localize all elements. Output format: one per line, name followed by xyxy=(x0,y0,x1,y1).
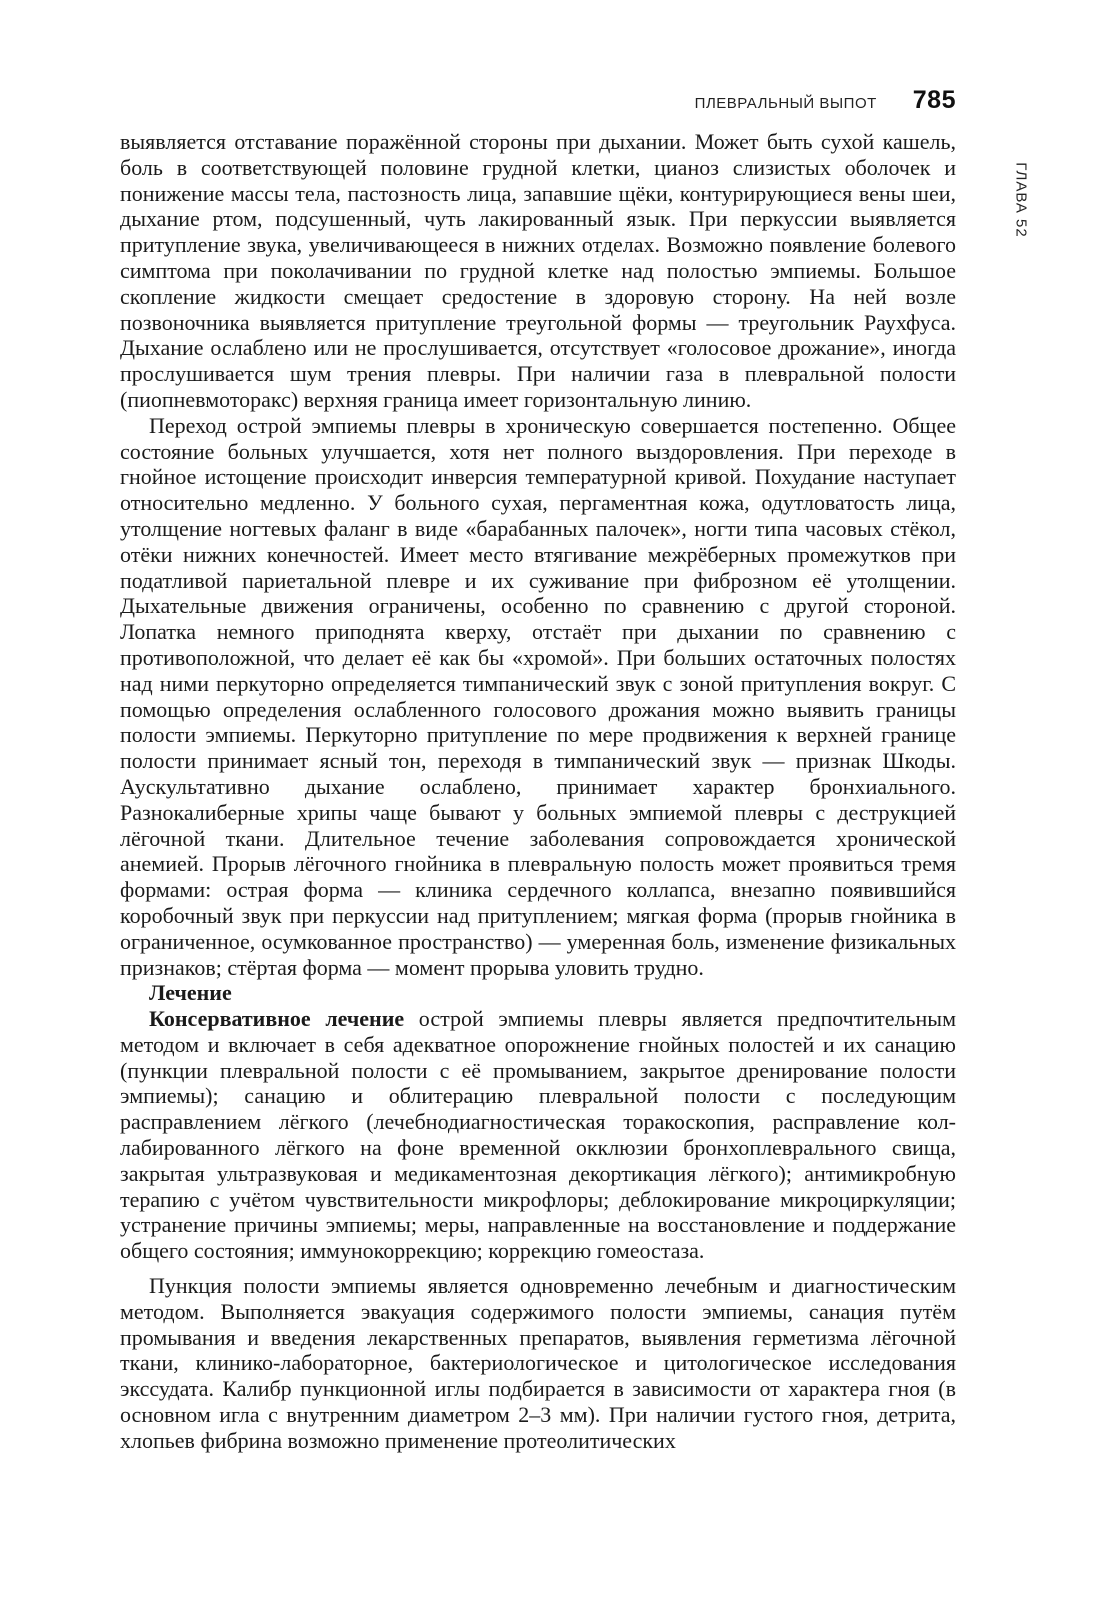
paragraph-4: Пункция полости эмпиемы является одновременно лечебным и диагностическим методом. Выполняется эвакуация содержимого полости эмпиемы, санация путём промывания и введения лекарственных препаратов, выявления герметизма лёгочной ткани, клинико-лабораторное, бактериологическое и цитологическое исследования экссудата. Калибр пункционной иглы подбирается в зависимости от характера гноя (в основном игла с внутренним диаметром 2–3 мм). При наличии густого гноя, детрита, хлопьев фибрина возможно применение протеолитических xyxy=(120,1273,956,1453)
page-number: 785 xyxy=(912,86,956,114)
paragraph-3-text: острой эмпиемы плевры является предпочтительным методом и включает в себя адекватное опорожнение гнойных полостей и их санацию (пункции плевральной полости с её промыванием, закрытое дренирование полости эмпиемы); санацию и облитерацию плевральной полости с последующим расправлением лёгкого (лечебнодиагностическая торакоскопия, расправление коллабированного лёгкого на фоне временной окклюзии бронхоплеврального свища, закрытая ультразвуковая и медикаментозная декортикация лёгкого); антимикробную терапию с учётом чувствительности микрофлоры; деблокирование микроциркуляции; устранение причины эмпиемы; меры, направленные на восстановление и поддержание общего состояния; иммунокоррекцию; коррекцию гомеостаза. xyxy=(120,1006,956,1264)
paragraph-3 xyxy=(120,1006,956,1264)
body-text xyxy=(120,129,956,1454)
running-head xyxy=(600,86,956,115)
heading-treatment: Лечение xyxy=(149,980,232,1006)
chapter-side-tab: ГЛАВА 52 xyxy=(1012,162,1030,238)
paragraph-1: выявляется отставание поражённой стороны при дыхании. Может быть сухой кашель, боль в соответствующей половине грудной клетки, цианоз слизистых оболочек и понижение массы тела, пастозность лица, запавшие щёки, контурирующиеся вены шеи, дыхание ртом, подсушенный, чуть лакированный язык. При перкуссии выявляется притупление звука, увеличивающееся в нижних отделах. Возможно появление болевого симптома при поколачивании по грудной клетке над полостью эмпиемы. Большое скопление жидкости смещает средостение в здоровую сторону. На ней возле позвоночника выявляется притупление треугольной формы — треугольник Раухфуса. Дыхание ослаблено или не прослушивается, отсутствует «голосовое дрожание», иногда прослушивается шум трения плевры. При наличии газа в плевральной полости (пиопневмоторакс) верхняя граница имеет горизонтальную линию. xyxy=(120,129,956,412)
section-title: ПЛЕВРАЛЬНЫЙ ВЫПОТ xyxy=(694,95,877,112)
paragraph-3-lead: Консервативное лечение xyxy=(149,1006,405,1032)
paragraph-2: Переход острой эмпиемы плевры в хроническую совершается постепенно. Общее состояние больных улучшается, хотя нет полного выздоровления. При переходе в гнойное истощение происходит инверсия температурной кривой. Похудание наступает относительно медленно. У больного сухая, пергаментная кожа, одутловатость лица, утолщение ногтевых фаланг в виде «барабанных палочек», ногти типа часовых стёкол, отёки нижних конечностей. Имеет место втягивание межрёберных промежутков при податливой париетальной плевре и их суживание при фиброзном её утолщении. Дыхательные движения ограничены, особенно по сравнению с другой стороной. Лопатка немного приподнята кверху, отстаёт при дыхании по сравнению с противоположной, что делает её как бы «хромой». При больших остаточных полостях над ними перкуторно определяется тимпанический звук с зоной притупления вокруг. С помощью определения ослабленного голосового дрожания можно выявить границы полости эмпиемы. Перкуторно притупление по мере продвижения к верхней границе полости принимает ясный тон, переходя в тимпанический звук — признак Шкоды. Аускультативно дыхание ослаблено, принимает характер бронхиального. Разнокалиберные хрипы чаще бывают у больных эмпиемой плевры с деструкцией лёгочной ткани. Длительное течение заболевания сопровождается хронической анемией. Прорыв лёгочного гнойника в плевральную полость может проявиться тремя формами: острая форма — клиника сердечного коллапса, внезапно появившийся коробочный звук при перкуссии над притуплением; мягкая форма (прорыв гнойника в ограниченное, осумкованное пространство) — умеренная боль, изменение физикальных признаков; стёртая форма — момент прорыва уловить трудно. xyxy=(120,412,956,980)
